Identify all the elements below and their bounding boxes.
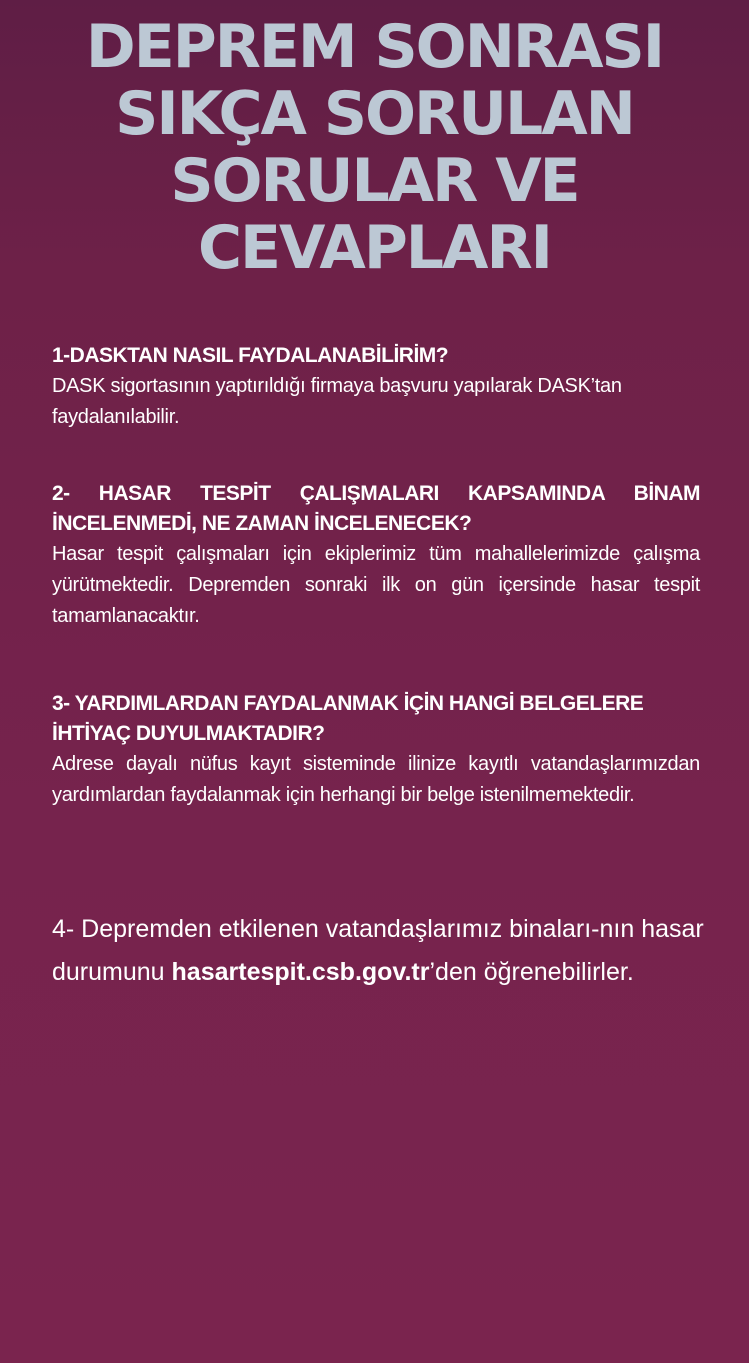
title-line-2: SIKÇA SORULAN [115,79,634,149]
faq-item-2 [52,479,700,632]
faq-item-3 [52,689,700,811]
title-line-1: DEPREM SONRASI [85,12,664,82]
faq-answer-1: DASK sigortasının yaptırıldığı firmaya başvuru yapılarak DASK’tan faydalanılabilir. [52,375,622,428]
note-text-suffix: ’den öğrenebilirler. [429,958,634,986]
faq-answer-2: Hasar tespit çalışmaları için ekiplerimiz tüm mahallelerimizde çalışma yürütmektedir. Depremden sonraki ilk on gün içersinde hasar tespit tamamlanacaktır. [52,543,700,627]
faq-question-3: 3- YARDIMLARDAN FAYDALANMAK İÇİN HANGİ BELGELERE İHTİYAÇ DUYULMAKTADIR? [52,692,644,745]
page-title [0,14,749,282]
title-line-4: CEVAPLARI [198,213,551,283]
damage-status-note [52,908,732,994]
damage-check-link[interactable]: hasartespit.csb.gov.tr [171,958,430,986]
faq-question-2: 2- HASAR TESPİT ÇALIŞMALARI KAPSAMINDA BİNAM İNCELENMEDİ, NE ZAMAN İNCELENECEK? [52,482,700,535]
faq-answer-3: Adrese dayalı nüfus kayıt sisteminde ilinize kayıtlı vatandaşlarımızdan yardımlardan faydalanmak için herhangi bir belge istenilmemektedir. [52,753,700,806]
faq-item-1 [52,341,700,433]
note-text-prefix: 4- Depremden etkilenen vatandaşlarımız binaları-nın hasar durumunu [52,915,704,986]
title-line-3: SORULAR VE [170,146,579,216]
faq-question-1: 1-DASKTAN NASIL FAYDALANABİLİRİM? [52,344,449,367]
